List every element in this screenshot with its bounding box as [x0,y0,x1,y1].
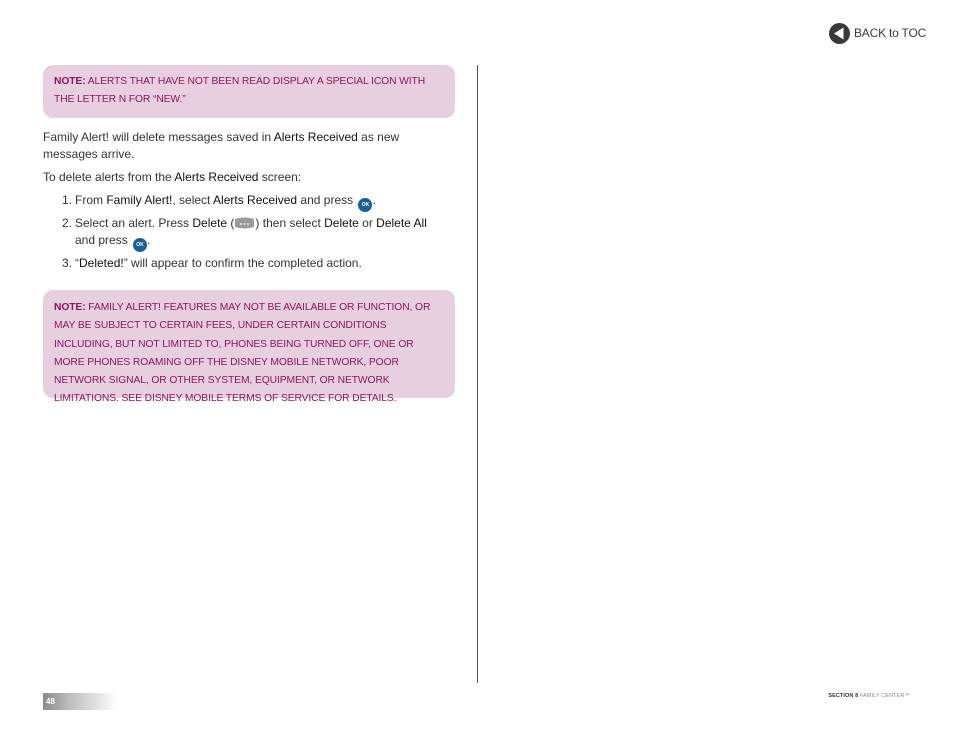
step-number: 2. [62,216,73,230]
footer-section-title [828,693,910,699]
note-text: FAMILY ALERT! FEATURES MAY NOT BE AVAILABLE OR FUNCTION, OR MAY BE SUBJECT TO CERTAIN FEES, UNDER CERTAIN CONDITIONS INCLUDING, BUT NOT LIMITED TO, PHONES BEING TURNED OFF, ONE OR MORE PHONES ROAMING OFF THE DISNEY MOBILE NETWORK, POOR NETWORK SIGNAL, OR OTHER SYSTEM, EQUIPMENT, OR NETWORK LIMITATIONS. SEE DISNEY MOBILE TERMS OF SERVICE FOR DETAILS. [54,302,431,405]
note-label: NOTE: [54,302,86,313]
step-text: or [358,216,377,230]
step-text: , select [172,193,214,207]
step-text: . [147,233,151,247]
intro-text-end: as new messages arrive. [43,130,400,161]
back-arrow-icon [829,23,850,44]
step-text: ( [227,216,235,230]
note-text: ALERTS THAT HAVE NOT BEEN READ DISPLAY A SPECIAL ICON WITH THE LETTER N FOR “NEW.” [54,76,426,106]
ok-key-icon: OK [133,238,147,252]
section-label: SECTION 8 [828,693,859,699]
step-number: 3. [62,256,73,270]
step-text: . [372,193,376,207]
delete-all-term: Delete All [376,216,427,230]
family-alert-term: Family Alert! [106,193,173,207]
step-number: 1. [62,193,73,207]
step-text: From [75,193,107,207]
alerts-received-term: Alerts Received [273,130,358,144]
step-text: and press [75,233,132,247]
step-text: ” will appear to confirm the completed action. [123,256,362,270]
back-to-toc-link[interactable] [829,22,926,44]
lead-text: To delete alerts from the [43,170,175,184]
intro-paragraph [43,129,443,163]
alerts-received-term: Alerts Received [213,193,298,207]
ok-key-icon: OK [358,198,372,212]
step-3 [62,255,452,272]
back-to-toc-label: BACK to TOC [854,26,927,40]
step-2 [62,215,452,252]
instructions-lead [43,169,443,186]
note-box-new-alerts [43,65,455,118]
step-text: “ [75,256,79,270]
intro-text: Family Alert! will delete messages saved in [43,130,274,144]
delete-term: Delete [192,216,228,230]
section-title: FAMILY CENTER™ [858,693,910,699]
column-divider [477,65,478,683]
options-softkey-icon [234,216,255,230]
step-1 [62,192,452,212]
note-box-disclaimer [43,290,455,405]
step-text: and press [297,193,357,207]
step-text: Select an alert. Press [75,216,193,230]
deleted-term: Deleted! [79,256,124,270]
page-number: 48 [46,697,55,706]
note-label: NOTE: [54,76,86,87]
delete-term: Delete [324,216,359,230]
step-text: ) [255,216,260,230]
step-text: then select [259,216,325,230]
alerts-received-term: Alerts Received [174,170,259,184]
lead-text-end: screen: [258,170,302,184]
